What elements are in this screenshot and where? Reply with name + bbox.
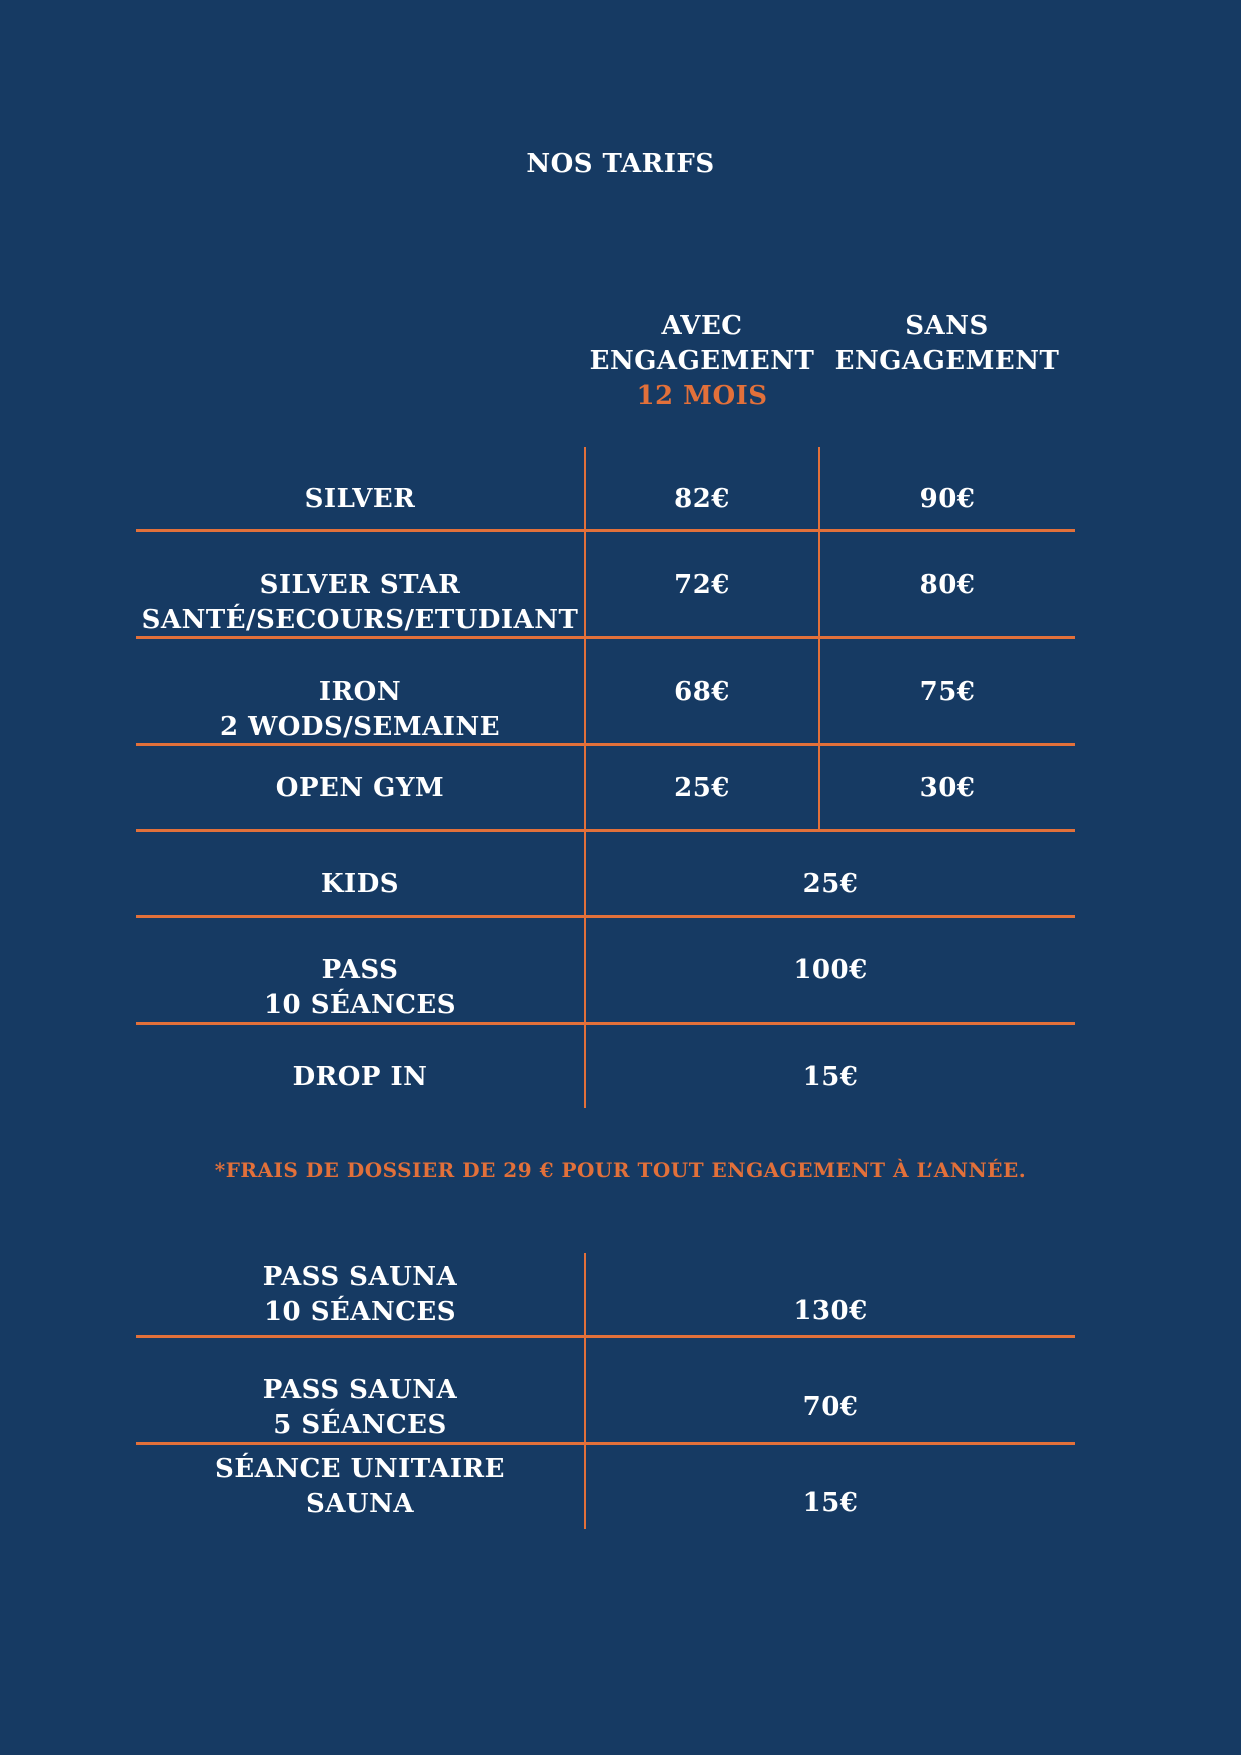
table-row-label [136,1060,584,1095]
price-with-commitment: 68€ [674,677,730,707]
column-header-line: AVEC [661,311,743,341]
table-row-label [136,675,584,745]
table-row-label [136,568,584,638]
row-sublabel: 5 SÉANCES [273,1410,447,1440]
price-without-commitment: 30€ [919,773,976,803]
price: 15€ [802,1488,859,1518]
column-header-line: ENGAGEMENT [589,346,815,376]
table-row-label [136,953,584,1023]
fee-note: *FRAIS DE DOSSIER DE 29 € POUR TOUT ENGAGEMENT À L’ANNÉE. [214,1158,1027,1182]
table-divider [136,915,1075,918]
row-label: KIDS [320,869,400,899]
row-sublabel: SAUNA [305,1489,415,1519]
table-divider [136,829,1075,832]
row-sublabel: SANTÉ/SECOURS/ETUDIANT [141,605,579,635]
price-without-commitment: 80€ [919,570,976,600]
page-title: NOS TARIFS [526,149,715,179]
commitment-duration: 12 MOIS [636,381,768,411]
row-sublabel: 2 WODS/SEMAINE [219,712,501,742]
price-with-commitment: 25€ [674,773,730,803]
column-header-with-commitment [586,309,818,414]
price: 70€ [802,1392,859,1422]
row-sublabel: 10 SÉANCES [263,990,457,1020]
price: 100€ [793,955,868,985]
price-without-commitment: 90€ [919,484,976,514]
table-row-label [136,867,584,902]
row-sublabel: 10 SÉANCES [263,1297,457,1327]
row-label: OPEN GYM [275,773,445,803]
table-divider [136,1335,1075,1338]
table-row-label [136,771,584,806]
row-label: SÉANCE UNITAIRE [215,1454,505,1484]
column-header-without-commitment [832,309,1062,379]
column-header-line: ENGAGEMENT [834,346,1060,376]
price-with-commitment: 72€ [674,570,730,600]
row-label: IRON [318,677,402,707]
row-label: SILVER [304,484,416,514]
table-row-label [136,1373,584,1443]
table-row-label [136,1260,584,1330]
row-label: PASS SAUNA [262,1375,458,1405]
price-with-commitment: 82€ [674,484,730,514]
table-row-label [136,482,584,517]
column-header-line: SANS [905,311,989,341]
price-without-commitment: 75€ [919,677,976,707]
table-divider [136,529,1075,532]
price: 130€ [793,1296,868,1326]
row-label: PASS SAUNA [262,1262,458,1292]
price: 15€ [802,1062,859,1092]
row-label: PASS [321,955,399,985]
row-label: SILVER STAR [259,570,461,600]
price: 25€ [802,869,859,899]
table-row-label [136,1452,584,1522]
row-label: DROP IN [292,1062,428,1092]
